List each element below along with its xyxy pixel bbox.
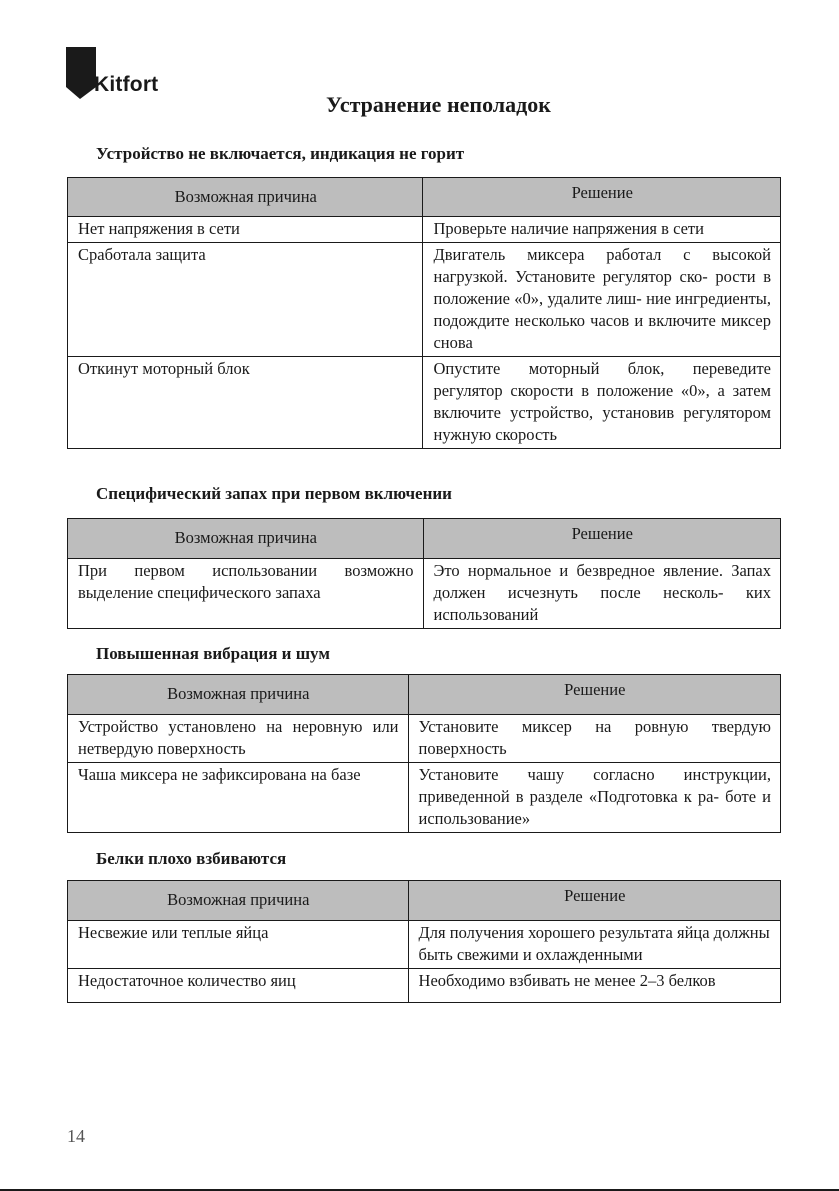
cause-cell: Чаша миксера не зафиксирована на базе [68,763,409,833]
table-header-row [68,519,781,559]
solution-cell: Это нормальное и безвредное явление. Запах должен исчезнуть после несколь- ких использований [423,559,781,629]
solution-cell: Двигатель миксера работал с высокой нагрузкой. Установите регулятор ско- рости в положение «0», удалите лиш- ние ингредиенты, подождите несколько часов и включите миксер снова [423,243,781,357]
table-row [68,243,781,357]
cause-cell: Сработала защита [68,243,423,357]
solution-cell: Установите чашу согласно инструкции, приведенной в разделе «Подготовка к ра- боте и использование» [408,763,780,833]
table-header-row [68,675,781,715]
cause-cell: Недостаточное количество яиц [68,969,409,1003]
header-solution: Решение [408,881,780,921]
cause-cell: При первом использовании возможно выделение специфического запаха [68,559,424,629]
table-row [68,969,781,1003]
header-solution: Решение [423,519,781,559]
cause-cell: Откинут моторный блок [68,357,423,449]
header-cause: Возможная причина [68,178,423,217]
page-number: 14 [67,1126,85,1146]
table-row [68,357,781,449]
troubleshooting-table [67,880,781,1003]
header-cause: Возможная причина [68,675,409,715]
solution-cell: Необходимо взбивать не менее 2–3 белков [408,969,780,1003]
section-heading: Устройство не включается, индикация не горит [96,144,465,163]
solution-cell: Опустите моторный блок, переведите регулятор скорости в положение «0», а затем включите устройство, установив регулятором нужную скорость [423,357,781,449]
header-cause: Возможная причина [68,519,424,559]
cause-cell: Несвежие или теплые яйца [68,921,409,969]
troubleshooting-table [67,177,781,449]
table-row [68,715,781,763]
table-row [68,921,781,969]
table-header-row [68,881,781,921]
section-heading: Белки плохо взбиваются [96,849,287,868]
brand-name: Kitfort [94,73,159,96]
header-solution: Решение [408,675,780,715]
table-row [68,763,781,833]
header-solution: Решение [423,178,781,217]
page-title: Устранение неполадок [326,92,551,117]
solution-cell: Для получения хорошего результата яйца должны быть свежими и охлажденными [408,921,780,969]
table-header-row [68,178,781,217]
table-row [68,559,781,629]
cause-cell: Нет напряжения в сети [68,217,423,243]
troubleshooting-table [67,518,781,629]
troubleshooting-table [67,674,781,833]
cause-cell: Устройство установлено на неровную или нетвердую поверхность [68,715,409,763]
solution-cell: Установите миксер на ровную твердую поверхность [408,715,780,763]
section-heading: Повышенная вибрация и шум [96,644,330,663]
section-heading: Специфический запах при первом включении [96,484,452,503]
header-cause: Возможная причина [68,881,409,921]
table-row [68,217,781,243]
solution-cell: Проверьте наличие напряжения в сети [423,217,781,243]
